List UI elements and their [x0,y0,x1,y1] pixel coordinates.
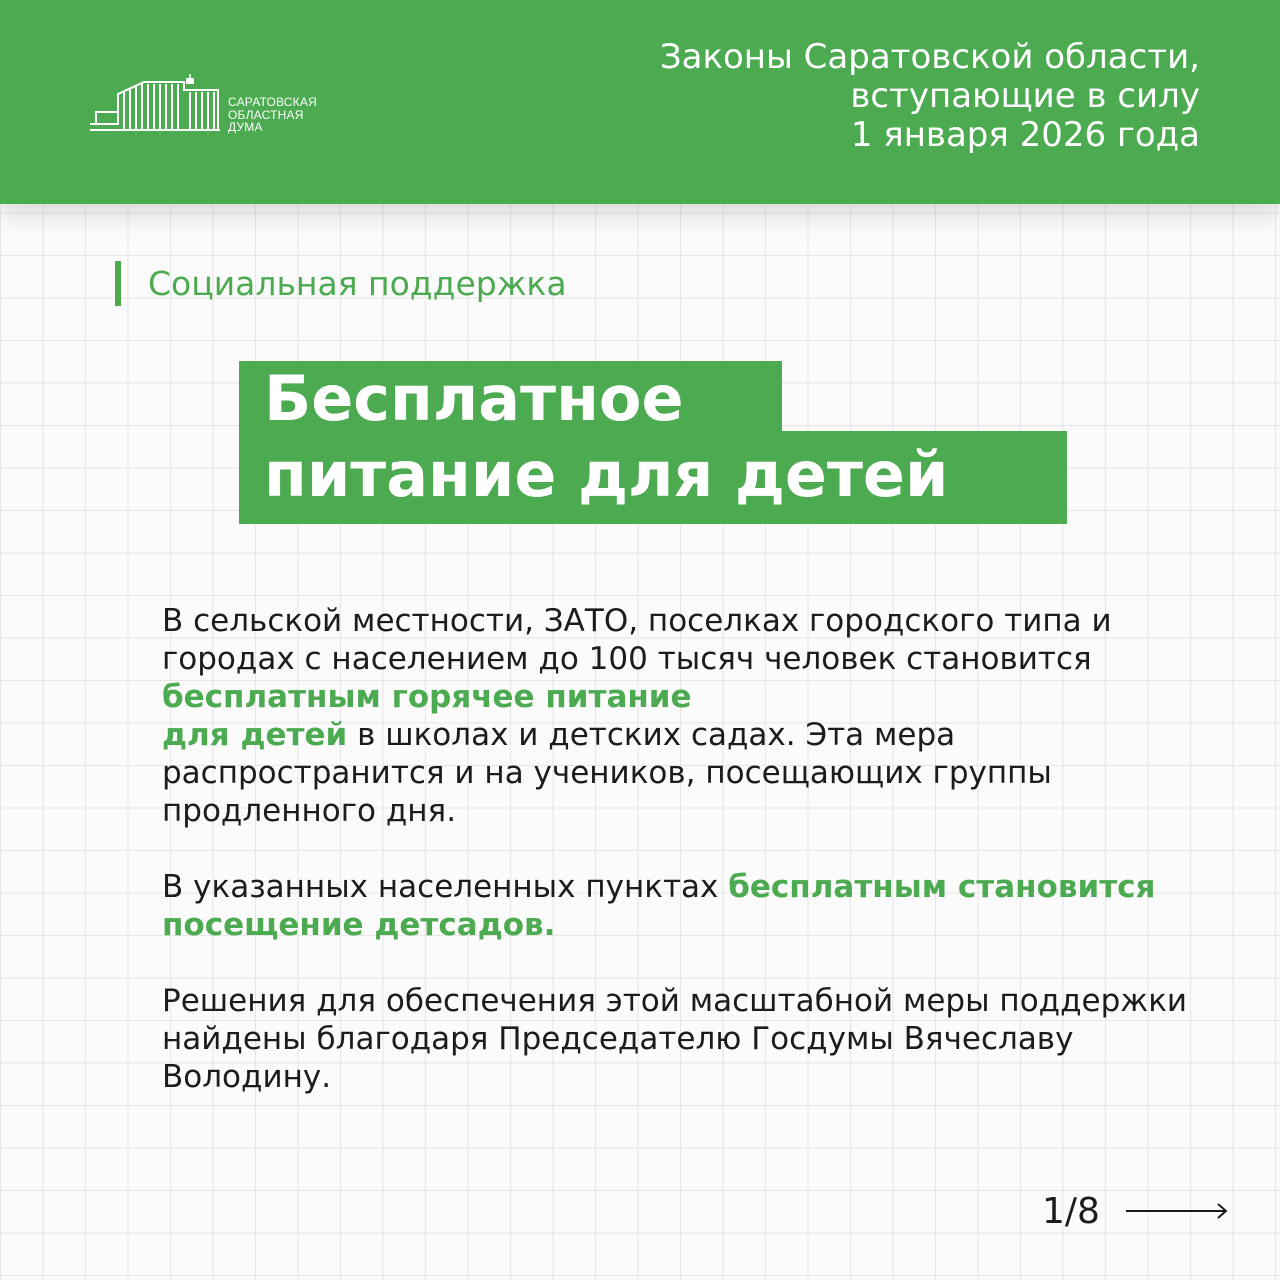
paragraph-text: в школах и детских садах. Эта мера распространится и на учеников, посещающих группы продленного дня. [162,717,1052,829]
hero-title-line: Бесплатное [264,362,684,435]
header-title-line: 1 января 2026 года [850,115,1200,155]
body-paragraph [162,982,1222,1096]
header-title-line: Законы Саратовской области, [659,37,1200,77]
hero-title-line: питание для детей [264,438,949,511]
page-indicator: 1/8 [1042,1191,1100,1232]
category-label: Социальная поддержка [148,264,567,303]
header-title [440,38,1200,155]
logo-text [228,96,317,134]
logo-text-line: САРАТОВСКАЯ [228,95,317,109]
header-banner [0,0,1280,204]
paragraph-text: Решения для обеспечения этой масштабной меры поддержки найдены благодаря Председателю Госдумы Вячеславу Володину. [162,983,1188,1095]
logo-text-line: ОБЛАСТНАЯ [228,107,304,122]
right-arrow-icon[interactable] [1126,1200,1230,1222]
body-paragraph [162,602,1222,830]
logo-text-line: ДУМА [228,120,263,134]
header-title-line: вступающие в силу [850,76,1200,116]
duma-logo [88,72,328,136]
highlight-text: для детей [162,717,348,753]
duma-building-icon [88,72,224,136]
body-paragraph [162,868,1222,944]
hero-title [264,361,948,513]
highlight-text: бесплатным становится посещение детсадов. [162,869,1156,943]
paragraph-text: В сельской местности, ЗАТО, поселках городского типа и городах с населением до 100 тысяч человек становится [162,603,1112,677]
paragraph-text: В указанных населенных пунктах [162,869,729,905]
category-accent-bar [115,261,121,306]
highlight-text: бесплатным горячее питание [162,679,692,715]
